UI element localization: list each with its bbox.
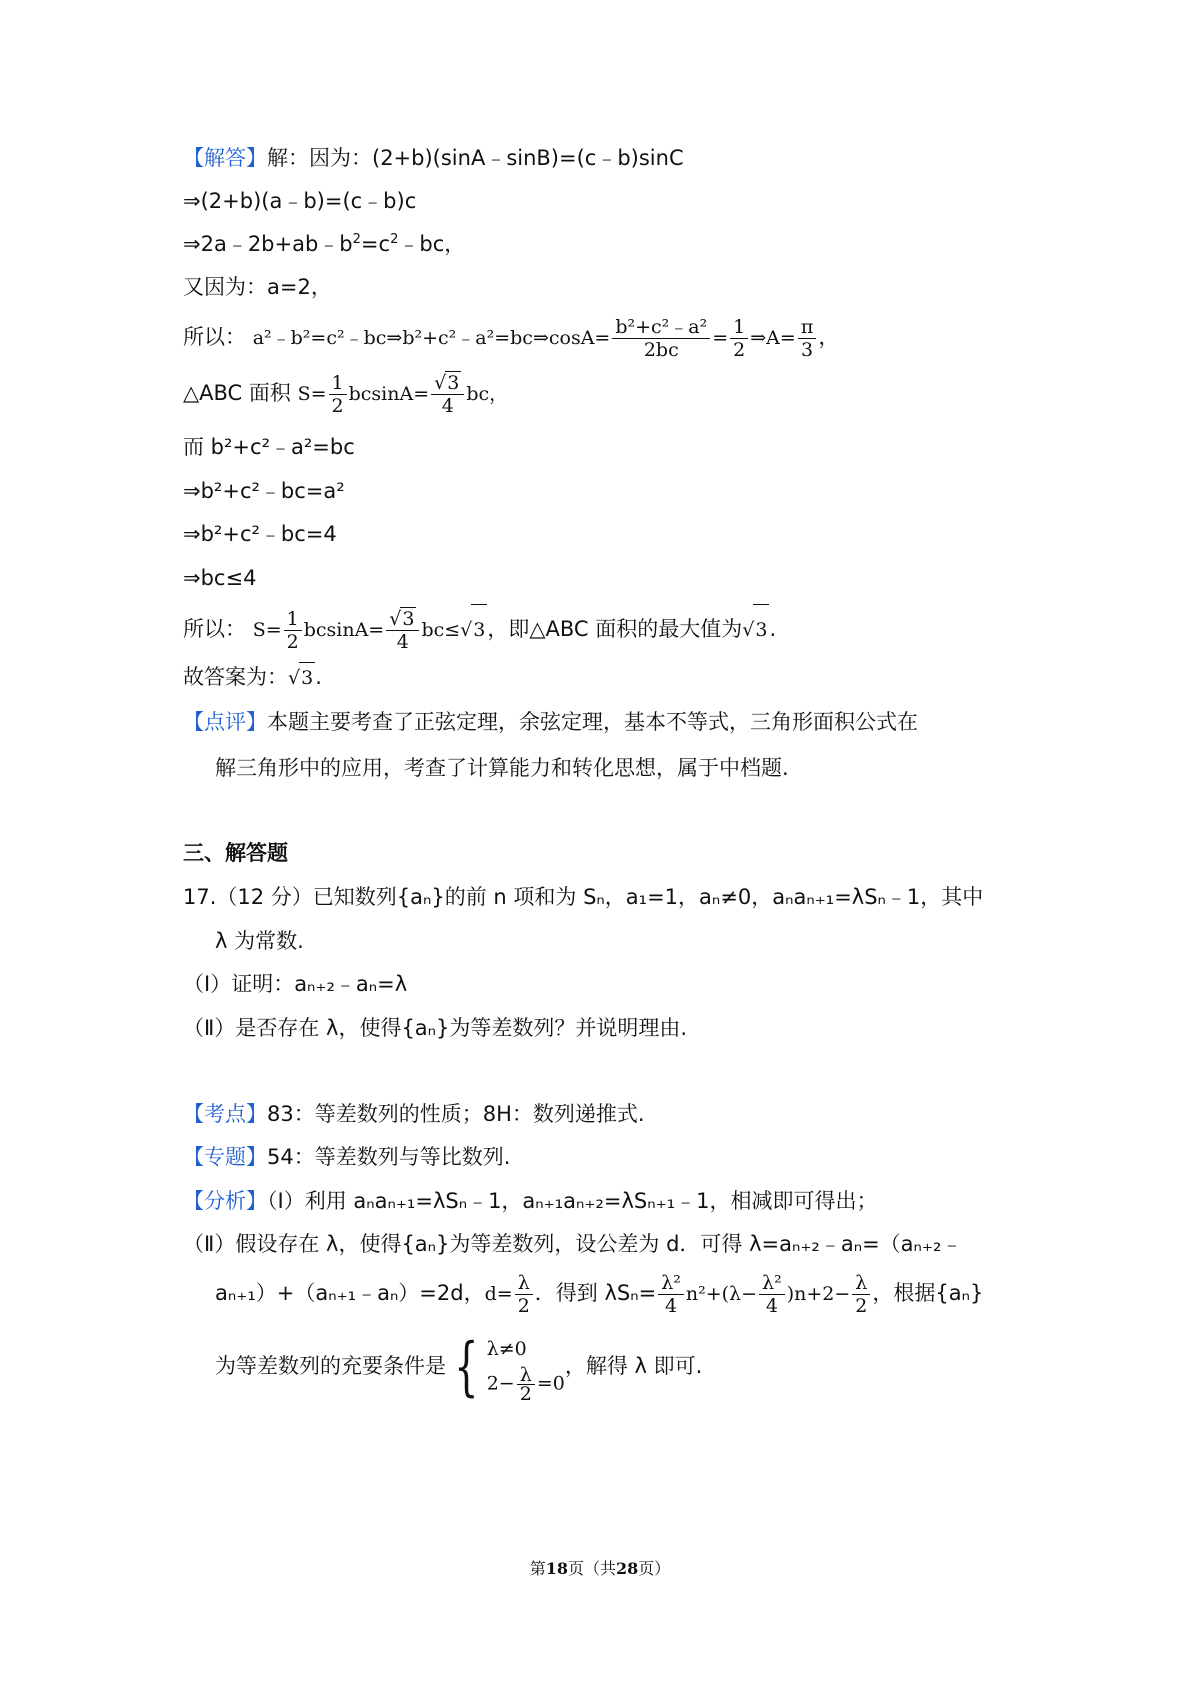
solution-line-7: 而 b²+c²﹣a²=bc <box>183 435 355 459</box>
solution-line-3 <box>183 229 465 259</box>
radicand: 3 <box>753 604 769 655</box>
label-suoyi: 所以： <box>183 617 246 641</box>
fraction-numerator: λ <box>517 1366 535 1385</box>
area-tail: bc， <box>466 383 509 405</box>
fenxi-line-2: （Ⅱ）假设存在 λ，使得{aₙ}为等差数列，设公差为 d．可得 λ=aₙ₊₂﹣aₙ=（aₙ₊₂﹣ <box>183 1232 963 1256</box>
problem-17-part-2: （Ⅱ）是否存在 λ，使得{aₙ}为等差数列？并说明理由. <box>183 1016 688 1040</box>
period: . <box>769 617 777 641</box>
fraction-denominator: 2 <box>519 1382 532 1405</box>
fraction-denominator: 2 <box>331 394 344 417</box>
fraction-denominator: 4 <box>664 1294 678 1317</box>
kaodian-line <box>183 1099 645 1129</box>
fenxi-line-4 <box>215 1326 702 1410</box>
fraction-lambda-2 <box>515 1272 533 1317</box>
area-symbol: S= <box>297 383 327 405</box>
footer-post: 页） <box>638 1559 671 1578</box>
radicand: 3 <box>471 604 487 655</box>
solution-line-9: ⇒b²+c²﹣bc=4 <box>183 522 337 546</box>
d-equals: d= <box>484 1283 513 1305</box>
fraction-denominator: 2 <box>733 338 746 361</box>
fenxi-text-3a: aₙ₊₁）+（aₙ₊₁﹣aₙ）=2d， <box>215 1281 485 1305</box>
inequality: bc≤ <box>421 619 461 641</box>
page-number: 18 <box>545 1559 568 1578</box>
solution-line-1 <box>183 143 684 173</box>
sqrt-3: √3 <box>460 619 487 641</box>
fraction-cosA <box>612 316 710 361</box>
label-suoyi: 所以： <box>183 325 246 349</box>
fraction-numerator: λ <box>515 1272 533 1295</box>
fenxi-text-4a: 为等差数列的充要条件是 <box>215 1354 446 1378</box>
problem-17-line-2: λ 为常数. <box>215 929 304 953</box>
superscript-2: 2 <box>352 232 361 247</box>
condition-2a: 2− <box>486 1372 515 1394</box>
fenxi-text-1: （Ⅰ）利用 aₙaₙ₊₁=λSₙ﹣1，aₙ₊₁aₙ₊₂=λSₙ₊₁﹣1，相减即可得出； <box>267 1189 878 1213</box>
fraction-numerator: λ <box>852 1272 870 1295</box>
equals-sign: = <box>712 327 729 349</box>
fenxi-text-3b: ．得到 λSₙ= <box>534 1281 657 1305</box>
footer-pre: 第 <box>529 1559 546 1578</box>
fraction-half <box>284 608 302 653</box>
fraction-denominator: 4 <box>765 1294 778 1317</box>
fraction-half <box>730 316 748 361</box>
solution-line-11 <box>183 604 776 655</box>
fraction-pi-3 <box>798 316 817 361</box>
radicand: 3 <box>447 372 460 394</box>
fraction-numerator: √3 <box>431 371 464 395</box>
solution-line-5 <box>183 312 839 363</box>
comment-tag: 【点评】 <box>183 710 267 734</box>
fraction-numerator: √3 <box>386 607 419 631</box>
left-brace: { <box>454 1330 479 1404</box>
area-label: △ABC 面积 <box>183 381 291 405</box>
page-footer <box>0 1556 1200 1579</box>
fraction-numerator: 1 <box>329 372 347 395</box>
solution-line-10: ⇒bc≤4 <box>183 566 257 590</box>
fenxi-text-3e: ，根据{aₙ} <box>872 1281 984 1305</box>
area-symbol: S= <box>252 619 282 641</box>
comment-line-2: 解三角形中的应用，考查了计算能力和转化思想，属于中档题. <box>215 756 789 780</box>
fraction-numerator: λ² <box>759 1272 785 1295</box>
fraction-denominator: 4 <box>396 631 409 653</box>
fenxi-text-4b: ，解得 λ 即可. <box>564 1354 703 1378</box>
kaodian-text: 83：等差数列的性质；8H：数列递推式. <box>267 1102 645 1126</box>
fraction-numerator: π <box>798 316 817 339</box>
conditions <box>487 1332 565 1403</box>
sqrt-3: √3 <box>742 619 769 641</box>
zhuanti-line <box>183 1142 510 1172</box>
footer-mid: 页（共 <box>567 1559 616 1578</box>
fraction-denominator: 2bc <box>643 338 679 361</box>
fenxi-line-1 <box>183 1186 878 1216</box>
zhuanti-tag: 【专题】 <box>183 1145 267 1169</box>
condition-1: λ≠0 <box>486 1337 527 1360</box>
radicand: 3 <box>402 608 415 630</box>
eq-part: ⇒2a﹣2b+ab﹣b <box>183 232 353 256</box>
kaodian-tag: 【考点】 <box>183 1102 267 1126</box>
condition-2b: =0 <box>536 1372 565 1394</box>
radicand: 3 <box>299 662 315 693</box>
fraction-numerator: 1 <box>730 316 748 339</box>
answer-label: 故答案为： <box>183 665 288 689</box>
solution-line-4: 又因为：a=2， <box>183 275 332 299</box>
fraction-denominator: 2 <box>517 1294 530 1317</box>
area-formula: bcsinA= <box>303 619 385 641</box>
fraction-sqrt3-4 <box>431 371 464 417</box>
solution-text-1: 解：因为：(2+b)(sinA﹣sinB)=(c﹣b)sinC <box>267 146 684 170</box>
fraction-lambda2-4 <box>759 1272 785 1317</box>
fraction-numerator: 1 <box>284 608 302 631</box>
section-title: 三、解答题 <box>183 841 288 865</box>
condition-2 <box>486 1363 565 1405</box>
fraction-sqrt3-4 <box>386 607 419 653</box>
eq-part: ﹣bc， <box>398 232 466 256</box>
area-formula: bcsinA= <box>348 383 430 405</box>
solution-line-12 <box>183 662 322 693</box>
fraction-half <box>329 372 347 417</box>
solution-line-2: ⇒(2+b)(a﹣b)=(c﹣b)c <box>183 189 417 213</box>
cosine-derivation: a²﹣b²=c²﹣bc⇒b²+c²﹣a²=bc⇒cosA= <box>252 327 611 349</box>
fenxi-line-3 <box>215 1268 983 1319</box>
fraction-denominator: 4 <box>441 395 454 417</box>
eq-part: =c <box>360 232 391 256</box>
fraction-denominator: 2 <box>286 630 299 653</box>
fenxi-text-3c: n²+(λ− <box>685 1283 758 1305</box>
solution-line-8: ⇒b²+c²﹣bc=a² <box>183 479 345 503</box>
comment-text-1: 本题主要考查了正弦定理，余弦定理，基本不等式，三角形面积公式在 <box>267 710 918 734</box>
comma: ， <box>818 325 840 349</box>
sqrt-3: √3 <box>288 667 315 689</box>
solution-line-6 <box>183 368 508 419</box>
fenxi-text-3d: )n+2− <box>786 1283 851 1305</box>
fenxi-tag: 【分析】 <box>183 1189 267 1213</box>
problem-17-line-1: 17.（12 分）已知数列{aₙ}的前 n 项和为 Sₙ，a₁=1，aₙ≠0，aₙaₙ₊₁=λSₙ﹣1，其中 <box>183 885 984 909</box>
total-pages: 28 <box>616 1559 639 1578</box>
superscript-2: 2 <box>390 232 399 247</box>
fraction-numerator: b²+c²﹣a² <box>612 316 710 339</box>
solution-tag: 【解答】 <box>183 146 267 170</box>
problem-17-part-1: （Ⅰ）证明：aₙ₊₂﹣aₙ=λ <box>183 972 408 996</box>
implies-A: ⇒A= <box>750 327 796 349</box>
comment-line-1 <box>183 707 918 737</box>
max-area-text: ，即△ABC 面积的最大值为 <box>487 617 743 641</box>
fraction-lambda2-4 <box>658 1272 684 1317</box>
fraction-lambda-2 <box>852 1272 870 1317</box>
fraction-denominator: 3 <box>801 338 814 361</box>
period: . <box>315 665 322 689</box>
fraction-numerator: λ² <box>658 1272 684 1295</box>
fraction-lambda-2 <box>517 1363 535 1405</box>
fraction-denominator: 2 <box>855 1294 868 1317</box>
zhuanti-text: 54：等差数列与等比数列. <box>267 1145 511 1169</box>
